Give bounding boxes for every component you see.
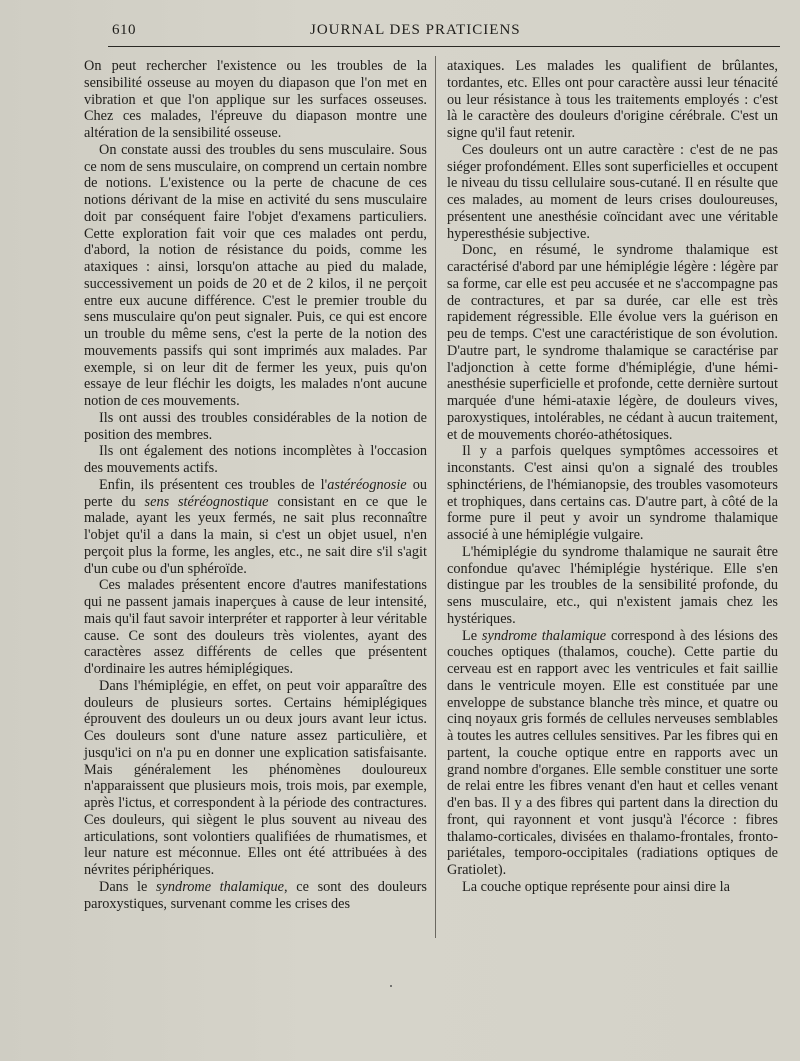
- header-rule: [108, 46, 780, 47]
- left-column: [84, 58, 427, 912]
- column-divider: [435, 56, 436, 938]
- paragraph: Donc, en résumé, le syndrome thalamique est caractérisé d'abord par une hémiplégie légère : légère par sa forme, car elle est peu accusée et ne s'accompagne pas de contractures, et par sa durée, car elle est très rapidement régressible. Elle évolue vers la guérison en peu de temps. C'est une caractéristique de son évolution. D'autre part, le syndrome thalamique se caractérise par l'adjonction à cette forme d'hémiplégie, d'une hémi-anesthésie superficielle et profonde, cette dernière surtout marquée d'une hémi-ataxie légère, de douleurs vives, paroxystiques, intolérables, ne cédant à aucun traitement, et de mouvements choréo-athétosiques.: [447, 242, 778, 443]
- text-run: Enfin, ils présentent ces troubles de l': [99, 476, 328, 493]
- text-run: ou perte du: [84, 476, 427, 510]
- italic-term: syndrome thalamique: [481, 627, 607, 644]
- right-column: [447, 58, 778, 896]
- paragraph: Il y a parfois quelques symptômes accessoires et inconstants. C'est ainsi qu'on a signalé des troubles sphinctériens, de l'hémianopsie, des troubles vasomoteurs et trophiques, dans certains cas. D'autre part, à côté de la forme pure il peut y avoir un syndrome thalamique associé à une hémiplégie vulgaire.: [447, 443, 778, 543]
- text-run: , ce sont des douleurs paroxystiques, survenant comme les crises des: [84, 878, 427, 912]
- paragraph: [84, 879, 427, 913]
- text-run: Le: [462, 627, 482, 644]
- running-title: JOURNAL DES PRATICIENS: [310, 22, 521, 38]
- paragraph: On peut rechercher l'existence ou les troubles de la sensibilité osseuse au moyen du diapason que l'on met en vibration et que l'on applique sur les surfaces osseuses. Chez ces malades, l'épreuve du diapason montre une altération de la sensibilité osseuse.: [84, 58, 427, 141]
- paragraph: L'hémiplégie du syndrome thalamique ne saurait être confondue qu'avec l'hémiplégie hystérique. Elle s'en distingue par les troubles de la sensibilité profonde, du sens musculaire, etc., qui n'existent jamais chez les hystériques.: [447, 543, 778, 627]
- paragraph: Ces douleurs ont un autre caractère : c'est de ne pas siéger profondément. Elles sont superficielles et occupent le niveau du tissu cellulaire sous-cutané. Il en résulte que ces malades, au moment de leurs crises douloureuses, présentent une anesthésie coïncidant avec une véritable hyperesthésie subjective.: [447, 141, 778, 242]
- paragraph: Ils ont également des notions incomplètes à l'occasion des mouvements actifs.: [84, 443, 427, 476]
- italic-term: syndrome thalamique: [155, 878, 285, 895]
- text-run: correspond à des lésions des couches optiques (thalamos, couche). Cette partie du cerveau est en rapport avec les ventricules et fait saillie dans le ventricule moyen. Elle est constituée par une enveloppe de substance blanche très mince, et quatre ou cinq noyaux gris formés de cellules nerveuses semblables à toutes les autres cellules sensitives. Par les fibres qui en partent, la couche optique entre en rapports avec un grand nombre d'organes. Elle semble constituer une sorte de relai entre les fibres venant d'en haut et celles venant d'en bas. Il y a des fibres qui partent dans la direction du front, qui rayonnent et vont jusqu'à l'écorce : fibres thalamo-corticales, divisées en thalamo-frontales, fronto-pariétales, temporo-occipitales (radiations optiques de Gratiolet).: [447, 627, 778, 878]
- paragraph: La couche optique représente pour ainsi dire la: [462, 878, 730, 895]
- paragraph: On constate aussi des troubles du sens musculaire. Sous ce nom de sens musculaire, on comprend un certain nombre de notions. L'existence ou la perte de chacune de ces notions dérivant de la mise en activité du sens musculaire doit par conséquent faire l'objet d'examens particuliers. Cette exploration fait voir que ces malades ont perdu, d'abord, la notion de résistance du poids, comme les ataxiques : ainsi, lorsqu'on attache au pied du malade, successivement un poids de 20 et de 2 kilos, il ne perçoit entre eux aucune différence. C'est le premier trouble du sens musculaire qu'on peut signaler. Puis, ce qui est encore un trouble du même sens, c'est la perte de la notion des mouvements passifs qui sont imprimés aux malades. Par exemple, si on leur dit de fermer les yeux, puis qu'on essaye de leur fléchir les doigts, les malades n'ont aucune notion de ces mouvements.: [84, 141, 428, 409]
- paragraph: Ils ont aussi des troubles considérables de la notion de position des membres.: [84, 409, 427, 443]
- text-run: Dans le: [99, 878, 156, 895]
- paragraph: [84, 477, 427, 578]
- paragraph: ataxiques. Les malades les qualifient de brûlantes, tordantes, etc. Elles ont pour caractère aussi leur ténacité ou leur résistance à tous les traitements employés : c'est là le caractère des douleurs d'origine cérébrale. C'est un signe qu'il faut retenir.: [447, 58, 778, 141]
- page-header: [80, 18, 780, 44]
- page-number: 610: [112, 22, 136, 38]
- italic-term: sens stéréognostique: [144, 493, 269, 510]
- paragraph: [447, 628, 778, 879]
- paper-speck: [390, 985, 392, 987]
- italic-term: astéréognosie: [327, 476, 407, 493]
- text-run: consistant en ce que le malade, ayant les yeux fermés, ne sait plus reconnaître l'objet qu'il a dans la main, si c'est un objet usuel, n'en perçoit plus la forme, les angles, etc., ne sait dire s'il s'agit d'un cube ou d'un sphéroïde.: [84, 493, 427, 577]
- paragraph: Dans l'hémiplégie, en effet, on peut voir apparaître des douleurs de plusieurs sortes. Certains hémiplégiques éprouvent des douleurs un ou deux jours avant leur ictus. Ces douleurs sont d'une nature assez particulière, et jusqu'ici on n'a pu en donner une explication satisfaisante. Mais généralement les phénomènes douloureux n'apparaissent que plusieurs mois, trois mois, par exemple, après l'ictus, et correspondent à la période des contractures. Ces douleurs, qui siègent le plus souvent au niveau des articulations, sont volontiers qualifiées de rhumatismes, et leur nature est méconnue. Elles ont été attribuées à des névrites périphériques.: [84, 677, 427, 878]
- paragraph: Ces malades présentent encore d'autres manifestations qui ne passent jamais inaperçues à cause de leur intensité, mais qu'il faut savoir interpréter et rapporter à leur véritable cause. Ce sont des douleurs très violentes, ayant des caractères assez différents de celles que présentent d'ordinaire les autres hémiplégiques.: [84, 577, 427, 677]
